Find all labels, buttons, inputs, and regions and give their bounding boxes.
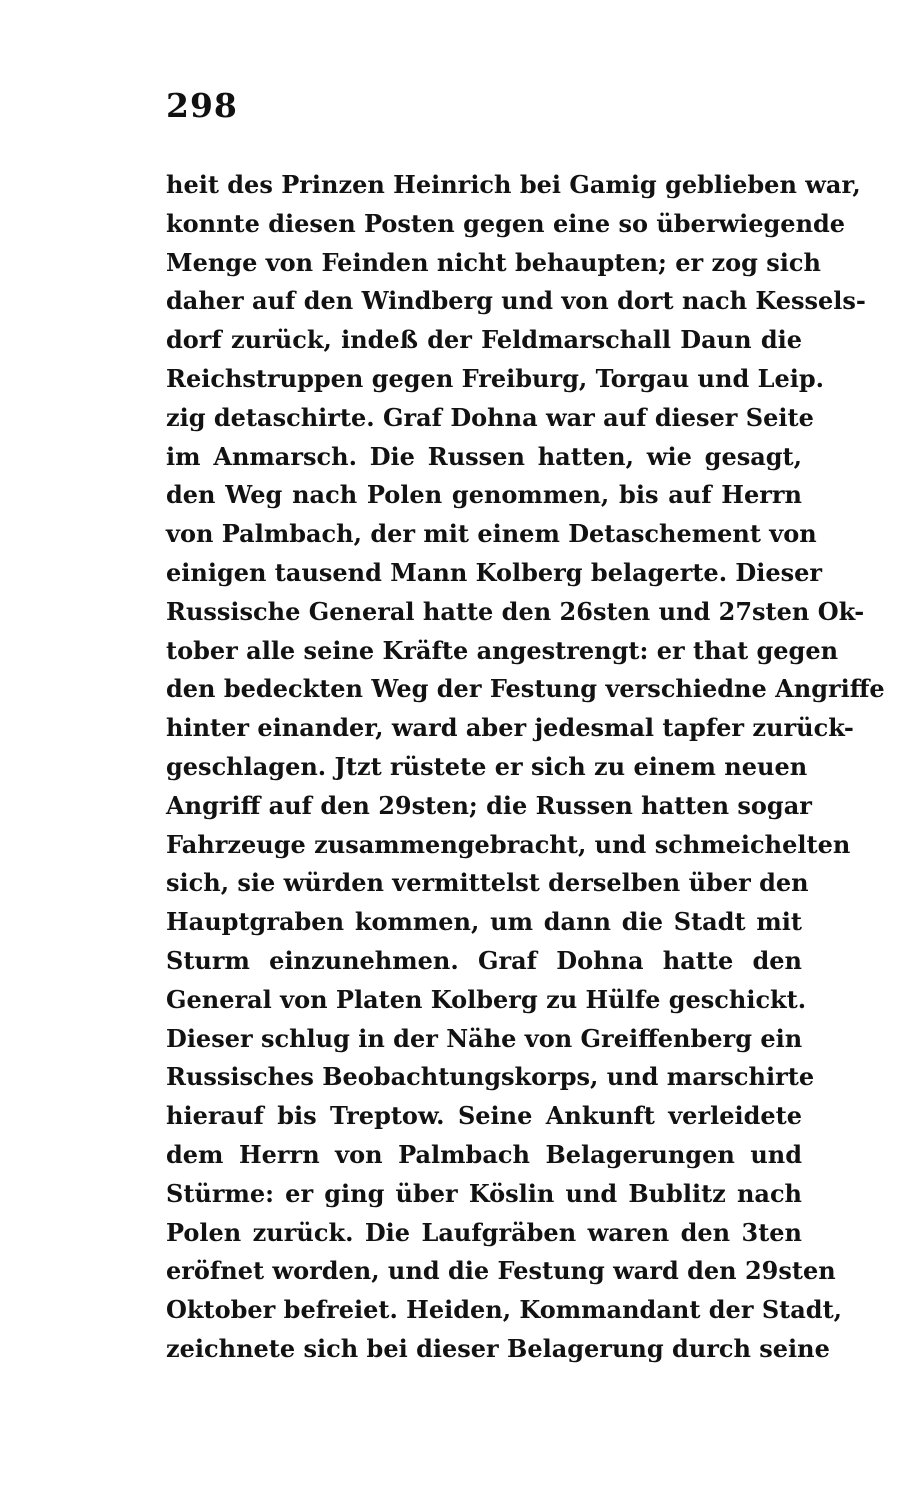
text-line: von Palmbach, der mit einem Detaschement von: [166, 519, 817, 549]
text-line: Hauptgraben kommen, um dann die Stadt mit: [166, 907, 802, 937]
page-number: 298: [166, 86, 238, 125]
text-line: hierauf bis Treptow. Seine Ankunft verleidete: [166, 1101, 802, 1131]
text-line: sich, sie würden vermittelst derselben über den: [166, 868, 809, 898]
text-line: konnte diesen Posten gegen eine so überwiegende: [166, 208, 846, 238]
text-line: General von Platen Kolberg zu Hülfe geschickt.: [166, 984, 807, 1014]
text-line: den Weg nach Polen genommen, bis auf Herrn: [166, 480, 802, 510]
text-line: Russisches Beobachtungskorps, und marschirte: [166, 1062, 815, 1092]
text-line: Angriff auf den 29sten; die Russen hatten sogar: [166, 790, 812, 820]
text-line: daher auf den Windberg und von dort nach Kessels-: [166, 286, 866, 316]
text-line: heit des Prinzen Heinrich bei Gamig geblieben war,: [166, 170, 861, 199]
text-line: Sturm einzunehmen. Graf Dohna hatte den: [166, 945, 802, 975]
text-line: zig detaschirte. Graf Dohna war auf dieser Seite: [166, 402, 814, 432]
text-line: Oktober befreiet. Heiden, Kommandant der Stadt,: [166, 1295, 843, 1325]
text-line: Fahrzeuge zusammengebracht, und schmeichelten: [166, 829, 851, 859]
text-line: dem Herrn von Palmbach Belagerungen und: [166, 1139, 802, 1169]
text-line: Dieser schlug in der Nähe von Greiffenberg ein: [166, 1023, 803, 1053]
text-line: Stürme: er ging über Köslin und Bublitz nach: [166, 1178, 802, 1208]
text-line: Russische General hatte den 26sten und 27sten Ok-: [166, 596, 865, 626]
body-text: [166, 166, 885, 1369]
text-line: geschlagen. Jtzt rüstete er sich zu einem neuen: [166, 751, 808, 781]
text-line: Menge von Feinden nicht behaupten; er zog sich: [166, 247, 821, 277]
text-line: zeichnete sich bei dieser Belagerung durch seine: [166, 1333, 830, 1363]
text-line: den bedeckten Weg der Festung verschiedne Angriffe: [166, 674, 885, 704]
text-line: einigen tausend Mann Kolberg belagerte. Dieser: [166, 557, 823, 587]
text-line: eröfnet worden, und die Festung ward den 29sten: [166, 1256, 836, 1286]
text-line: hinter einander, ward aber jedesmal tapfer zurück-: [166, 713, 854, 743]
text-line: Polen zurück. Die Laufgräben waren den 3ten: [166, 1217, 802, 1247]
text-line: im Anmarsch. Die Russen hatten, wie gesagt,: [166, 441, 802, 471]
text-line: tober alle seine Kräfte angestrengt: er that gegen: [166, 635, 839, 665]
text-line: Reichstruppen gegen Freiburg, Torgau und Leip.: [166, 363, 824, 393]
text-line: dorf zurück, indeß der Feldmarschall Daun die: [166, 325, 802, 355]
